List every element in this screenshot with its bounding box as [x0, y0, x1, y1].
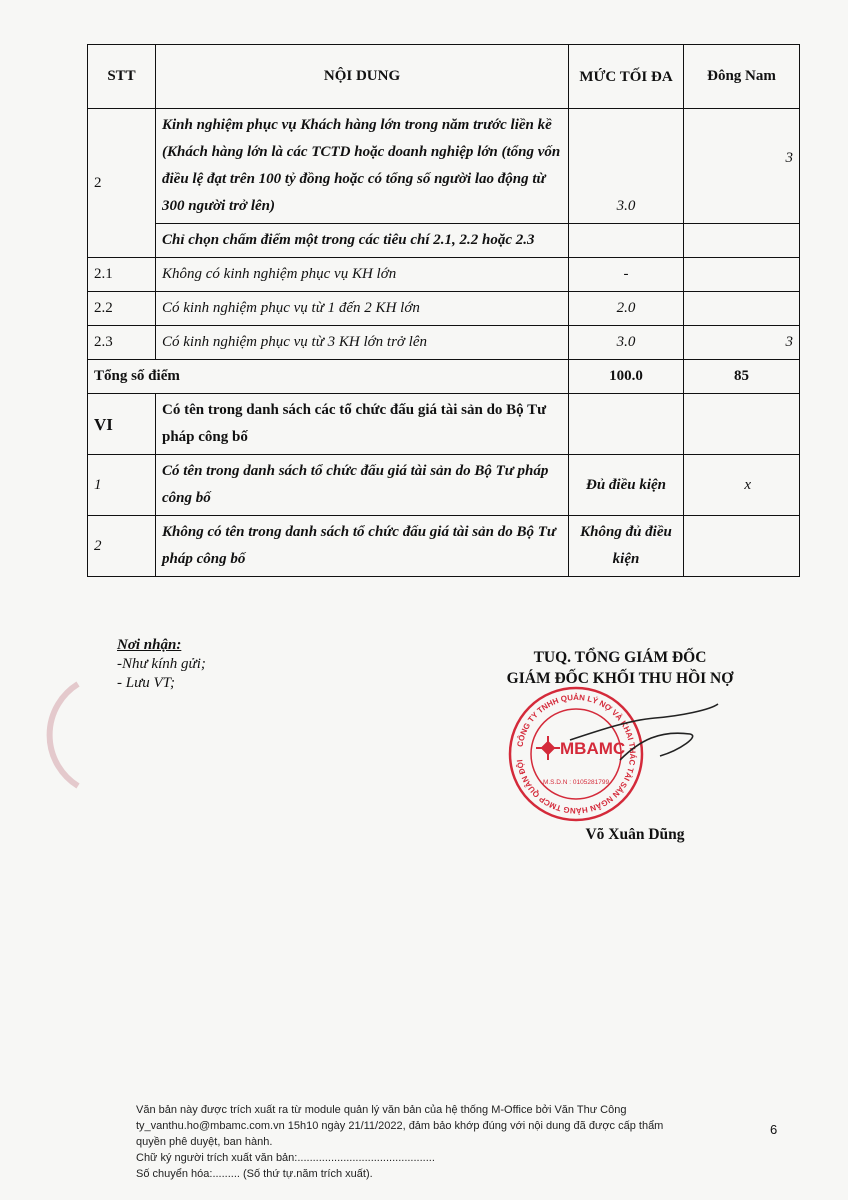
seal-logo-icon	[536, 736, 560, 760]
recipient-line: -Như kính gửi;	[117, 656, 206, 672]
extraction-footer	[136, 1102, 696, 1182]
cell-dong-nam	[684, 516, 800, 577]
cell-muc: Đủ điều kiện	[569, 455, 684, 516]
recipients-block	[117, 636, 206, 693]
signature-title	[470, 647, 770, 689]
page-number: 6	[770, 1122, 778, 1137]
header-stt: STT	[88, 45, 156, 109]
cell-empty	[684, 224, 800, 258]
cell-stt: 2.1	[88, 258, 156, 292]
section-stt: VI	[88, 394, 156, 455]
cell-noi-dung: Có kinh nghiệm phục vụ từ 3 KH lớn trở lên	[156, 326, 569, 360]
table-row	[88, 326, 800, 360]
footer-line: Số chuyển hóa:......... (Số thứ tự.năm trích xuất).	[136, 1168, 373, 1180]
footer-line: Chữ ký người trích xuất văn bản:.............................................	[136, 1152, 435, 1164]
cell-dong-nam: 3	[684, 326, 800, 360]
cell-noi-dung: Có kinh nghiệm phục vụ từ 1 đến 2 KH lớn	[156, 292, 569, 326]
signature-line-2: GIÁM ĐỐC KHỐI THU HỒI NỢ	[506, 670, 734, 687]
cell-empty	[569, 224, 684, 258]
svg-text:M.S.D.N : 0105281799: M.S.D.N : 0105281799	[542, 779, 610, 786]
cell-stt: 2.3	[88, 326, 156, 360]
section-row	[88, 394, 800, 455]
cell-noi-dung: Không có tên trong danh sách tổ chức đấu giá tài sản do Bộ Tư pháp công bố	[156, 516, 569, 577]
cell-muc: 3.0	[569, 326, 684, 360]
cell-dong-nam	[684, 258, 800, 292]
cell-stt: 2	[88, 109, 156, 258]
svg-text:CÔNG TY TNHH QUẢN LÝ NỢ VÀ KHA: CÔNG TY TNHH QUẢN LÝ NỢ VÀ KHAI THÁC TÀI SẢN NGÂN HÀNG TMCP QUÂN ĐỘI	[515, 692, 638, 816]
table-row	[88, 516, 800, 577]
cell-muc: 3.0	[569, 109, 684, 224]
cell-stt: 1	[88, 455, 156, 516]
footer-line: quyền phê duyệt, ban hành.	[136, 1136, 273, 1148]
table-row	[88, 455, 800, 516]
total-max: 100.0	[569, 360, 684, 394]
table-row	[88, 292, 800, 326]
header-muc-toi-da: MỨC TỐI ĐA	[569, 45, 684, 109]
recipients-title: Nơi nhận:	[117, 637, 182, 653]
table-row	[88, 258, 800, 292]
cell-noi-dung: Kinh nghiệm phục vụ Khách hàng lớn trong năm trước liền kề (Khách hàng lớn là các TCTD hoặc doanh nghiệp lớn (tổng vốn điều lệ đạt trên 100 tỷ đồng hoặc có tổng số người lao động từ 300 người trở lên)	[156, 109, 569, 224]
cell-muc: Không đủ điều kiện	[569, 516, 684, 577]
cell-empty	[569, 394, 684, 455]
total-dong-nam: 85	[684, 360, 800, 394]
table-row	[88, 224, 800, 258]
faint-seal-edge	[40, 680, 80, 790]
section-noi-dung: Có tên trong danh sách các tổ chức đấu giá tài sản do Bộ Tư pháp công bố	[156, 394, 569, 455]
cell-muc: 2.0	[569, 292, 684, 326]
total-label: Tổng số điểm	[88, 360, 569, 394]
signature-line-1: TUQ. TỔNG GIÁM ĐỐC	[533, 649, 707, 666]
table-row	[88, 109, 800, 224]
cell-noi-dung: Có tên trong danh sách tổ chức đấu giá tài sản do Bộ Tư pháp công bố	[156, 455, 569, 516]
header-dong-nam: Đông Nam	[684, 45, 800, 109]
cell-muc: -	[569, 258, 684, 292]
header-noi-dung: NỘI DUNG	[156, 45, 569, 109]
cell-dong-nam	[684, 292, 800, 326]
cell-note: Chỉ chọn chấm điểm một trong các tiêu chí 2.1, 2.2 hoặc 2.3	[156, 224, 569, 258]
cell-stt: 2.2	[88, 292, 156, 326]
cell-dong-nam: 3	[684, 109, 800, 224]
svg-text:MBAMC: MBAMC	[560, 739, 626, 758]
footer-line: ty_vanthu.ho@mbamc.com.vn 15h10 ngày 21/11/2022, đảm bảo khớp đúng với nội dung đã được cấp thẩm	[136, 1120, 664, 1132]
recipient-line: - Lưu VT;	[117, 675, 176, 691]
scoring-table	[87, 44, 800, 577]
footer-line: Văn bản này được trích xuất ra từ module quản lý văn bản của hệ thống M-Office bởi Văn Thư Công	[136, 1104, 627, 1116]
cell-dong-nam: x	[684, 455, 800, 516]
handwritten-signature	[560, 700, 720, 780]
cell-noi-dung: Không có kinh nghiệm phục vụ KH lớn	[156, 258, 569, 292]
table-header-row	[88, 45, 800, 109]
cell-stt: 2	[88, 516, 156, 577]
signer-name: Võ Xuân Dũng	[585, 826, 685, 843]
cell-empty	[684, 394, 800, 455]
total-row	[88, 360, 800, 394]
